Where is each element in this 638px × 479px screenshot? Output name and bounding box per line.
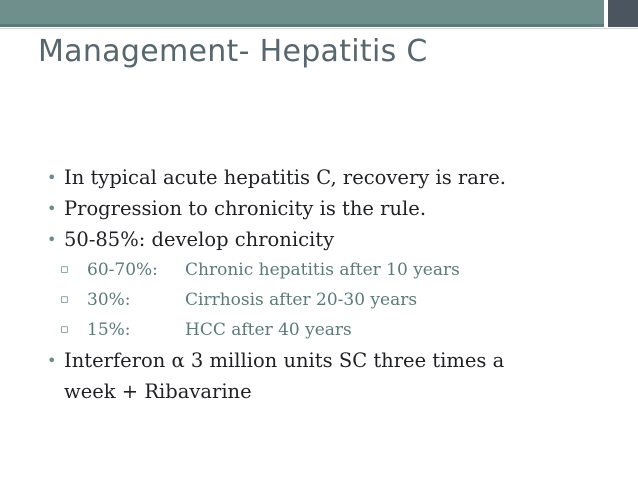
sub-bullet-square-icon: ▫ xyxy=(60,262,69,277)
bullet-item xyxy=(47,193,638,224)
bullet-dot-icon: • xyxy=(47,351,57,370)
sub-bullet-text: Chronic hepatitis after 10 years xyxy=(185,260,460,280)
sub-bullet-text: HCC after 40 years xyxy=(185,320,352,340)
bullet-text: 50-85%: develop chronicity xyxy=(64,228,335,251)
sub-bullet-label: 30%: xyxy=(87,290,131,310)
slide-content xyxy=(0,162,638,407)
sub-bullet-text: Cirrhosis after 20-30 years xyxy=(185,290,418,310)
header-band xyxy=(0,0,638,27)
header-band-main xyxy=(0,0,604,27)
bullet-text-line2: week + Ribavarine xyxy=(64,380,252,403)
sub-bullet-label: 60-70%: xyxy=(87,260,158,280)
sub-bullet-item xyxy=(60,285,638,315)
bullet-text: Progression to chronicity is the rule. xyxy=(64,197,427,220)
title-rule xyxy=(0,28,638,29)
slide-title: Management- Hepatitis C xyxy=(38,34,428,69)
bullet-dot-icon: • xyxy=(47,168,57,187)
sub-bullet-label: 15%: xyxy=(87,320,131,340)
bullet-dot-icon: • xyxy=(47,199,57,218)
bullet-text-line1: Interferon α 3 million units SC three times a xyxy=(64,349,505,372)
sub-bullet-item xyxy=(60,315,638,345)
bullet-text: In typical acute hepatitis C, recovery is rare. xyxy=(64,166,506,189)
bullet-dot-icon: • xyxy=(47,230,57,249)
bullet-item xyxy=(47,162,638,193)
header-band-end xyxy=(608,0,638,27)
bullet-item xyxy=(47,224,638,255)
sub-bullet-square-icon: ▫ xyxy=(60,292,69,307)
sub-bullet-item xyxy=(60,255,638,285)
bullet-item xyxy=(47,345,638,407)
sub-bullet-square-icon: ▫ xyxy=(60,322,69,337)
